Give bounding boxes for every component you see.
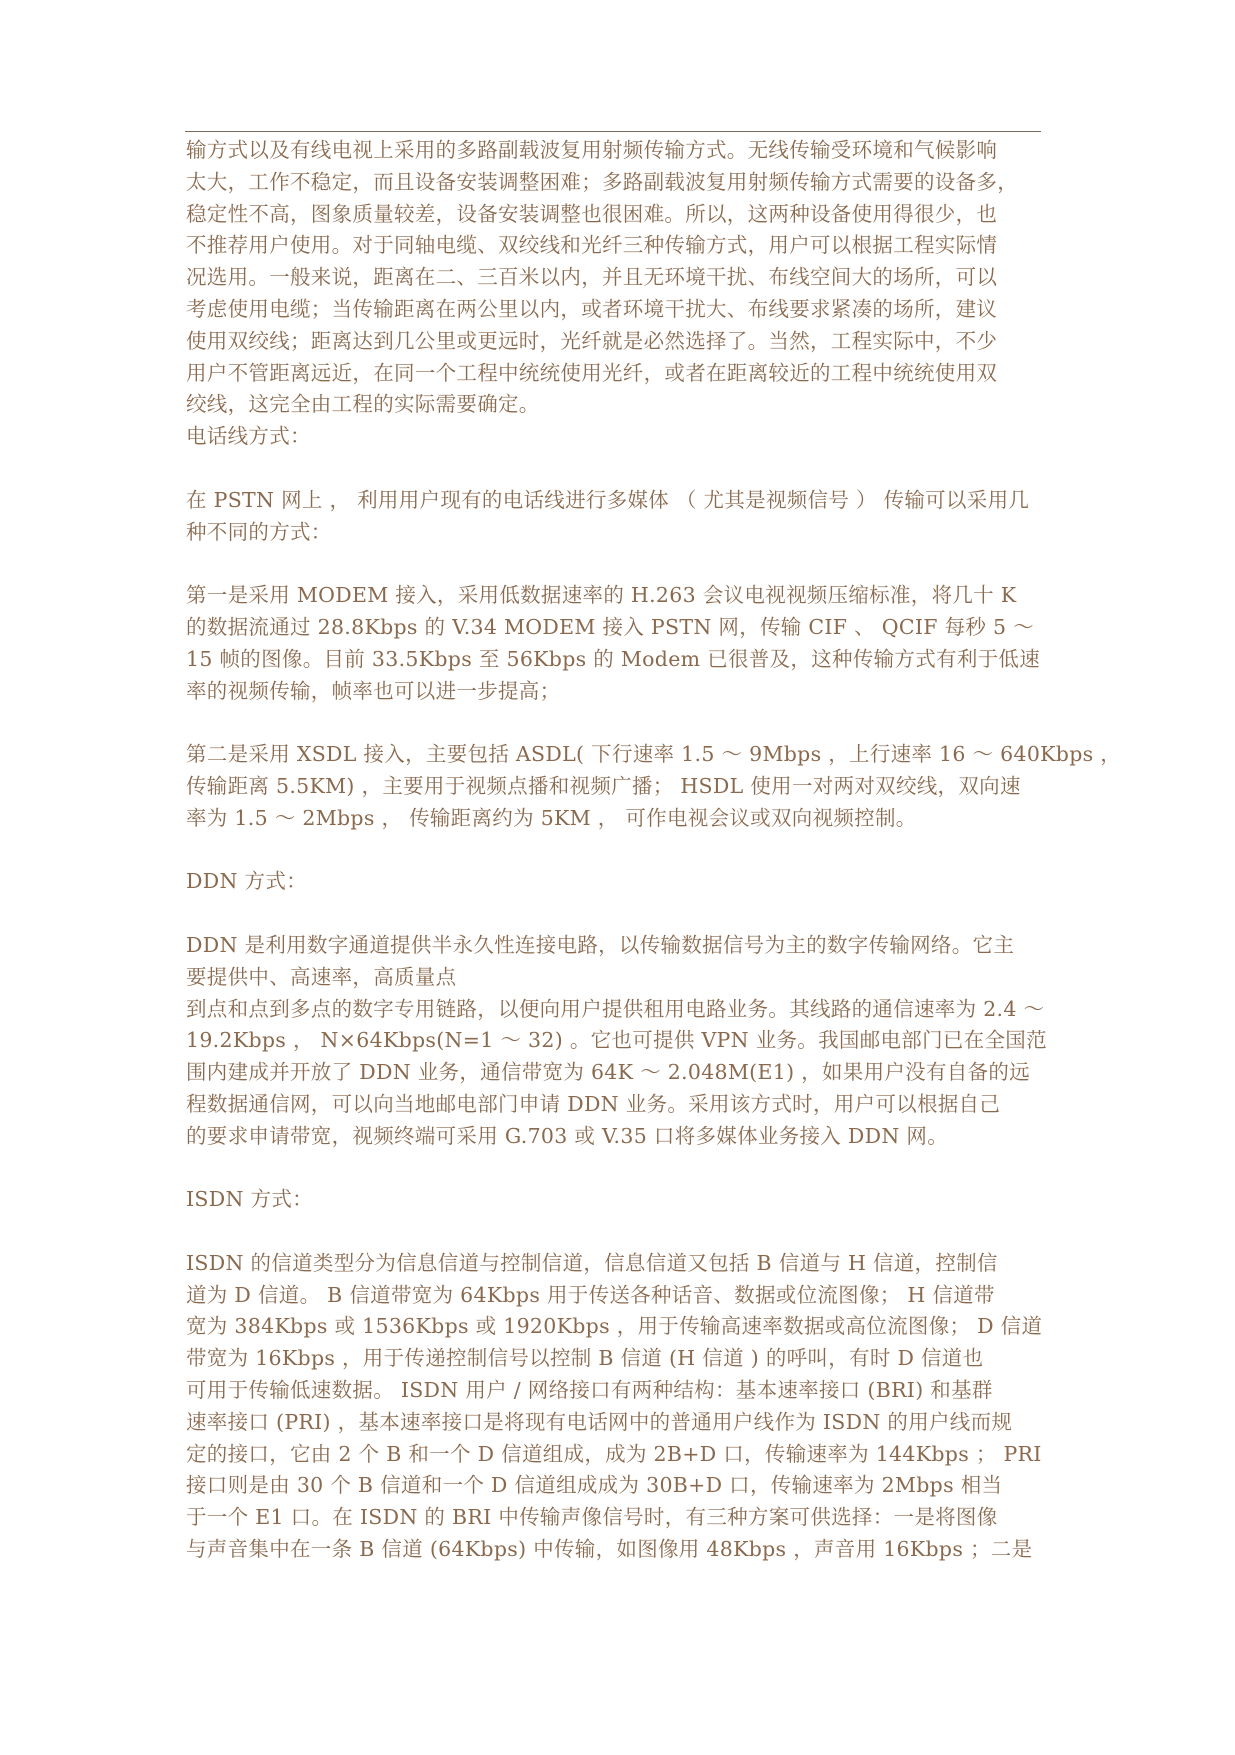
text-line: 到点和点到多点的数字专用链路，以便向用户提供租用电路业务。其线路的通信速率为 2.4 ～	[186, 996, 1045, 1021]
text-line: 传输距离 5.5KM) ，主要用于视频点播和视频广播； HSDL 使用一对两对双绞线，双向速	[186, 773, 1021, 798]
text-line: 在 PSTN 网上 ， 利用用户现有的电话线进行多媒体 （ 尤其是视频信号 ） 传输可以采用几	[186, 487, 1030, 512]
text-line: DDN 方式：	[186, 869, 307, 894]
text-line: 与声音集中在一条 B 信道 (64Kbps) 中传输，如图像用 48Kbps ，声音用 16Kbps ；二是	[186, 1537, 1033, 1562]
text-line: 接口则是由 30 个 B 信道和一个 D 信道组成成为 30B+D 口，传输速率为 2Mbps 相当	[186, 1473, 1003, 1498]
text-line: ISDN 的信道类型分为信息信道与控制信道，信息信道又包括 B 信道与 H 信道，控制信	[186, 1250, 998, 1275]
text-line: 不推荐用户使用。对于同轴电缆、双绞线和光纤三种传输方式，用户可以根据工程实际情	[186, 233, 998, 258]
paragraph-gap	[186, 898, 1066, 930]
text-line: 率为 1.5 ～ 2Mbps ， 传输距离约为 5KM ， 可作电视会议或双向视频控制。	[186, 805, 917, 830]
text-line: 的要求申请带宽，视频终端可采用 G.703 或 V.35 口将多媒体业务接入 DDN 网。	[186, 1123, 949, 1148]
text-line: 种不同的方式：	[186, 519, 332, 544]
paragraph-gap	[186, 835, 1066, 867]
text-line: 的数据流通过 28.8Kbps 的 V.34 MODEM 接入 PSTN 网，传输 CIF 、 QCIF 每秒 5 ～	[186, 614, 1034, 639]
text-line: 率的视频传输，帧率也可以进一步提高；	[186, 678, 561, 703]
text-line: 于一个 E1 口。在 ISDN 的 BRI 中传输声像信号时，有三种方案可供选择：一是将图像	[186, 1505, 998, 1530]
text-line: 第二是采用 XSDL 接入，主要包括 ASDL( 下行速率 1.5 ～ 9Mbps ，上行速率 16 ～ 640Kbps ，	[186, 742, 1122, 767]
paragraph-gap	[186, 453, 1066, 485]
text-line: 速率接口 (PRI) ，基本速率接口是将现有电话网中的普通用户线作为 ISDN 的用户线而规	[186, 1409, 1013, 1434]
text-line: 使用双绞线；距离达到几公里或更远时，光纤就是必然选择了。当然，工程实际中，不少	[186, 328, 998, 353]
paragraph-gap	[186, 1153, 1066, 1185]
text-line: 围内建成并开放了 DDN 业务，通信带宽为 64K ～ 2.048M(E1) ，如果用户没有自备的远	[186, 1060, 1030, 1085]
text-line: 带宽为 16Kbps ，用于传递控制信号以控制 B 信道 (H 信道 ) 的呼叫，有时 D 信道也	[186, 1346, 984, 1371]
text-line: 用户不管距离远近，在同一个工程中统统使用光纤，或者在距离较近的工程中统统使用双	[186, 360, 998, 385]
document-body	[186, 135, 1122, 1566]
text-line: 道为 D 信道。 B 信道带宽为 64Kbps 用于传送各种话音、数据或位流图像； H 信道带	[186, 1282, 995, 1307]
text-line: 可用于传输低速数据。 ISDN 用户 / 网络接口有两种结构：基本速率接口 (BRI) 和基群	[186, 1378, 993, 1403]
header-rule	[185, 131, 1041, 132]
text-line: DDN 是利用数字通道提供半永久性连接电路，以传输数据信号为主的数字传输网络。它主	[186, 932, 1015, 957]
text-line: ISDN 方式：	[186, 1187, 313, 1212]
text-line: 19.2Kbps ， N×64Kbps(N=1 ～ 32) 。它也可提供 VPN 业务。我国邮电部门已在全国范	[186, 1028, 1047, 1053]
text-line: 电话线方式：	[186, 424, 311, 449]
text-line: 输方式以及有线电视上采用的多路副载波复用射频传输方式。无线传输受环境和气候影响	[186, 138, 998, 162]
text-line: 绞线，这完全由工程的实际需要确定。	[186, 392, 540, 417]
text-line: 15 帧的图像。目前 33.5Kbps 至 56Kbps 的 Modem 已很普及，这种传输方式有利于低速	[186, 646, 1041, 671]
text-line: 太大，工作不稳定，而且设备安装调整困难；多路副载波复用射频传输方式需要的设备多，	[186, 169, 1018, 194]
paragraph-gap	[186, 1216, 1066, 1248]
paragraph-gap	[186, 548, 1066, 580]
text-line: 第一是采用 MODEM 接入，采用低数据速率的 H.263 会议电视视频压缩标准，将几十 K	[186, 583, 1017, 608]
text-line: 考虑使用电缆；当传输距离在两公里以内，或者环境干扰大、布线要求紧凑的场所，建议	[186, 296, 998, 321]
text-line: 宽为 384Kbps 或 1536Kbps 或 1920Kbps ，用于传输高速率数据或高位流图像； D 信道	[186, 1314, 1043, 1339]
text-line: 程数据通信网，可以向当地邮电部门申请 DDN 业务。采用该方式时，用户可以根据自己	[186, 1091, 1001, 1116]
text-line: 稳定性不高，图象质量较差，设备安装调整也很困难。所以，这两种设备使用得很少，也	[186, 201, 998, 226]
text-line: 况选用。一般来说，距离在二、三百米以内，并且无环境干扰、布线空间大的场所，可以	[186, 265, 998, 290]
paragraph-gap	[186, 707, 1066, 739]
text-line: 要提供中、高速率，高质量点	[186, 964, 457, 989]
text-line: 定的接口，它由 2 个 B 和一个 D 信道组成，成为 2B+D 口，传输速率为 144Kbps ； PRI	[186, 1441, 1042, 1466]
